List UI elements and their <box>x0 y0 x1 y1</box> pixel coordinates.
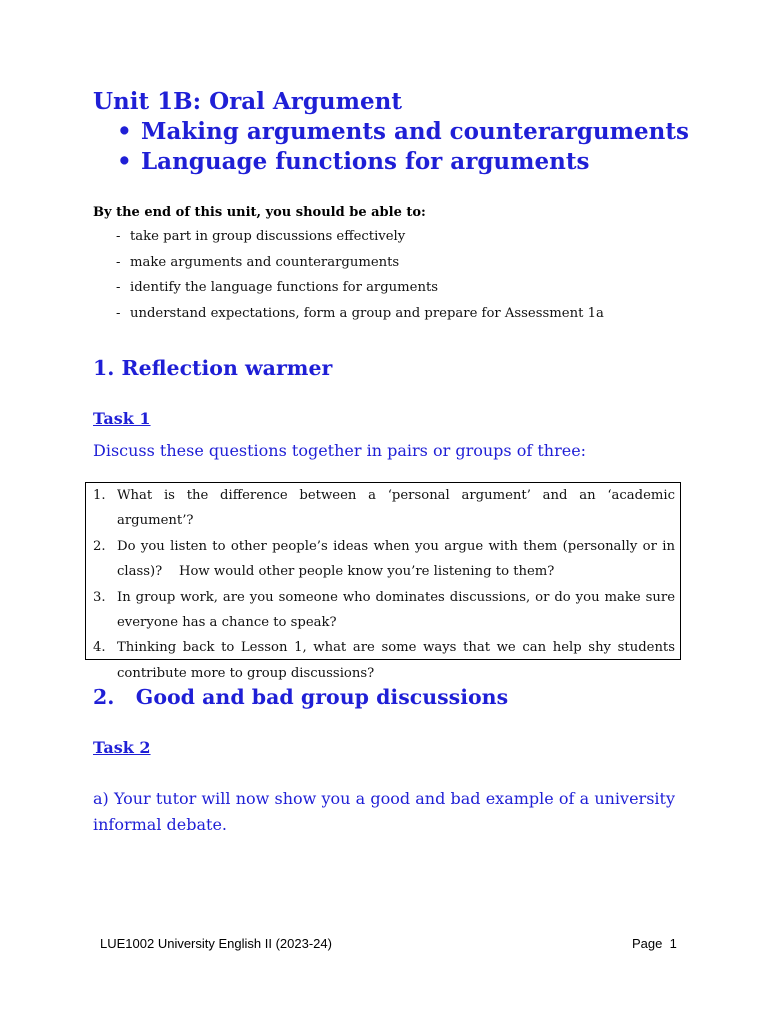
objective-text: take part in group discussions effectively <box>130 229 406 244</box>
objective-text: understand expectations, form a group and prepare for Assessment 1a <box>130 305 604 321</box>
question-item <box>93 483 675 534</box>
question-item <box>93 585 675 636</box>
task-2-instruction: a) Your tutor will now show you a good and bad example of a university informal debate. <box>93 789 675 834</box>
question-number: 3. <box>93 589 106 605</box>
task-1-label: Task 1 <box>93 409 151 428</box>
objective-item <box>116 303 604 329</box>
task-1-instruction: Discuss these questions together in pairs or groups of three: <box>93 441 587 460</box>
objective-text: make arguments and counterarguments <box>130 254 400 270</box>
footer-page-number: 1 <box>669 936 677 951</box>
dash-marker: - <box>116 280 121 296</box>
questions-box <box>85 482 681 681</box>
unit-topic-item <box>117 147 689 177</box>
objectives-list <box>116 226 604 328</box>
unit-topics-list <box>117 117 689 177</box>
question-number: 2. <box>93 538 106 554</box>
objective-item <box>116 252 604 278</box>
footer-page-label: Page <box>632 936 663 951</box>
question-item <box>93 534 675 585</box>
objectives-intro: By the end of this unit, you should be able to: <box>93 205 426 220</box>
dash-marker: - <box>116 254 121 270</box>
section-1-heading: 1. Reflection warmer <box>93 356 333 380</box>
objective-text: identify the language functions for arguments <box>130 280 439 296</box>
unit-topic-label: Language functions for arguments <box>141 148 590 175</box>
question-item <box>93 635 675 686</box>
unit-title: Unit 1B: Oral Argument <box>93 88 402 115</box>
bullet-icon: • <box>117 148 132 175</box>
question-text: Thinking back to Lesson 1, what are some ways that we can help shy students contribute more to group discussions? <box>117 640 675 681</box>
question-number: 1. <box>93 488 106 503</box>
question-text: Do you listen to other people’s ideas when you argue with them (personally or in class)? How would other people know you’re listening to them? <box>117 538 675 580</box>
footer-course: LUE1002 University English II (2023-24) <box>100 936 332 951</box>
question-text: In group work, are you someone who dominates discussions, or do you make sure everyone has a chance to speak? <box>117 589 675 631</box>
unit-topic-label: Making arguments and counterarguments <box>141 118 689 145</box>
objective-item <box>116 226 604 252</box>
bullet-icon: • <box>117 118 132 145</box>
footer-page <box>632 936 677 951</box>
dash-marker: - <box>116 229 121 244</box>
objective-item <box>116 277 604 303</box>
questions-list <box>93 483 675 686</box>
question-text: What is the difference between a ‘personal argument’ and an ‘academic argument’? <box>117 488 675 529</box>
section-2-heading: 2. Good and bad group discussions <box>93 685 509 709</box>
question-number: 4. <box>93 640 106 656</box>
task-2-label: Task 2 <box>93 738 151 757</box>
unit-topic-item <box>117 117 689 147</box>
dash-marker: - <box>116 305 121 321</box>
